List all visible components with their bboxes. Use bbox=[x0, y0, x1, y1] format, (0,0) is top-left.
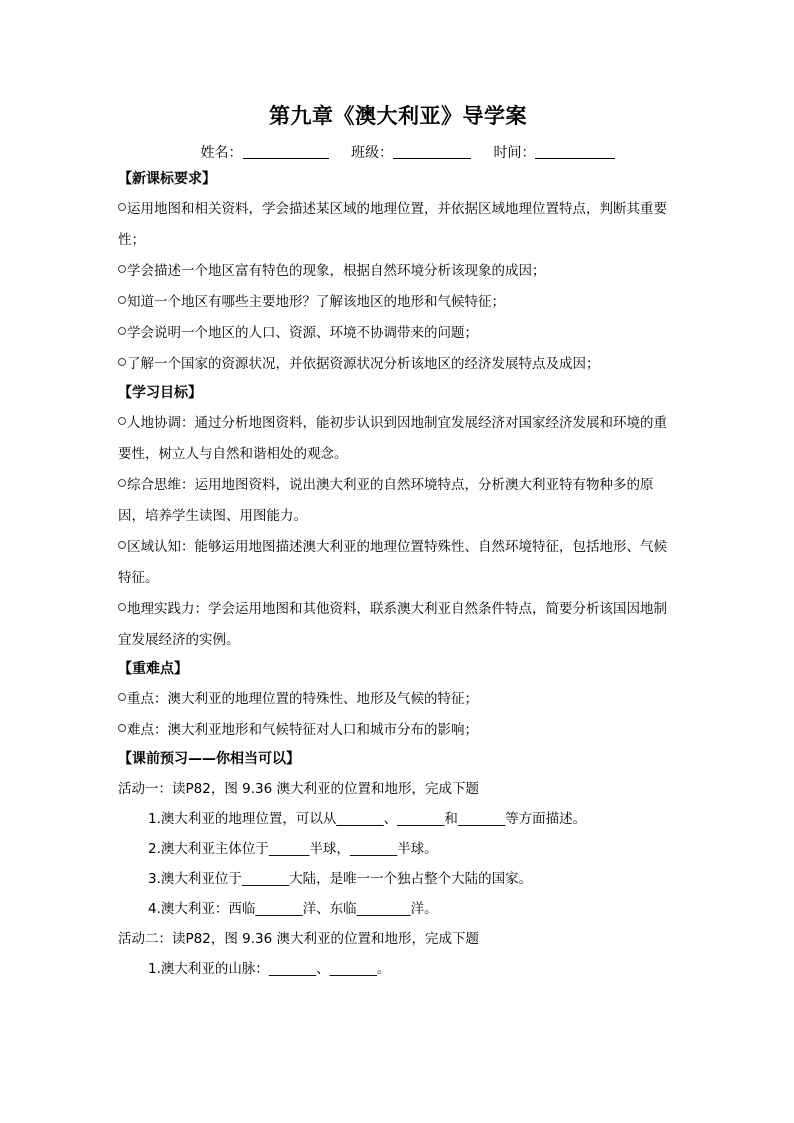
activity-one-question: 2.澳大利亚主体位于______半球，_______半球。 bbox=[148, 841, 438, 857]
activity-two-question: 1.澳大利亚的山脉：_______、_______。 bbox=[148, 961, 391, 977]
goal-item bbox=[118, 594, 678, 656]
name-blank[interactable] bbox=[243, 144, 329, 159]
bullet-icon bbox=[118, 693, 126, 701]
standard-item bbox=[118, 349, 678, 380]
bullet-icon bbox=[118, 603, 126, 611]
bullet-icon bbox=[118, 265, 126, 273]
class-label: 班级： bbox=[351, 145, 393, 161]
bullet-icon bbox=[118, 479, 126, 487]
key-point-text: 重点：澳大利亚的地理位置的特殊性、地形及气候的特征； bbox=[127, 691, 478, 707]
standard-item bbox=[118, 287, 678, 318]
key-point-item bbox=[118, 684, 678, 715]
document-page bbox=[118, 100, 678, 984]
class-blank[interactable] bbox=[393, 144, 471, 159]
bullet-icon bbox=[118, 203, 126, 211]
section-heading-preview: 【课前预习——你相当可以】 bbox=[118, 751, 300, 767]
time-blank[interactable] bbox=[535, 144, 615, 159]
standard-item-text: 运用地图和相关资料，学会描述某区域的地理位置，并依据区域地理位置特点，判断其重要性； bbox=[118, 201, 667, 248]
standard-item-text: 知道一个地区有哪些主要地形？了解该地区的地形和气候特征； bbox=[127, 294, 505, 310]
activity-two-title: 活动二：读P82，图 9.36 澳大利亚的位置和地形，完成下题 bbox=[118, 931, 479, 947]
standard-item bbox=[118, 194, 678, 256]
bullet-icon bbox=[118, 358, 126, 366]
standard-item bbox=[118, 318, 678, 349]
standard-item bbox=[118, 256, 678, 287]
goal-item-text: 地理实践力：学会运用地图和其他资料，联系澳大利亚自然条件特点，简要分析该国因地制宜发展经济的实例。 bbox=[118, 601, 667, 648]
goal-item bbox=[118, 470, 678, 532]
standard-item-text: 了解一个国家的资源状况，并依据资源状况分析该地区的经济发展特点及成因； bbox=[127, 356, 600, 372]
bullet-icon bbox=[118, 327, 126, 335]
activity-one-question: 1.澳大利亚的地理位置，可以从_______、_______和_______等方面描述。 bbox=[148, 811, 587, 827]
bullet-icon bbox=[118, 541, 126, 549]
goal-item bbox=[118, 408, 678, 470]
activity-one-title: 活动一：读P82，图 9.36 澳大利亚的位置和地形，完成下题 bbox=[118, 781, 479, 797]
goal-item-text: 综合思维：运用地图资料，说出澳大利亚的自然环境特点，分析澳大利亚特有物种多的原因，培养学生读图、用图能力。 bbox=[118, 477, 654, 524]
standard-item-text: 学会说明一个地区的人口、资源、环境不协调带来的问题； bbox=[127, 325, 478, 341]
key-point-item bbox=[118, 715, 678, 746]
goal-item-text: 人地协调：通过分析地图资料，能初步认识到因地制宜发展经济对国家经济发展和环境的重要性，树立人与自然和谐相处的观念。 bbox=[118, 415, 667, 462]
activity-one-question: 4.澳大利亚：西临_______洋、东临________洋。 bbox=[148, 901, 438, 917]
goal-item bbox=[118, 532, 678, 594]
activity-one-question: 3.澳大利亚位于_______大陆，是唯一一个独占整个大陆的国家。 bbox=[148, 871, 533, 887]
page-title: 第九章《澳大利亚》导学案 bbox=[269, 103, 527, 128]
bullet-icon bbox=[118, 724, 126, 732]
name-label: 姓名： bbox=[200, 145, 243, 161]
section-heading-goals: 【学习目标】 bbox=[118, 385, 202, 401]
key-point-text: 难点：澳大利亚地形和气候特征对人口和城市分布的影响； bbox=[127, 722, 478, 738]
bullet-icon bbox=[118, 417, 126, 425]
section-heading-key-points: 【重难点】 bbox=[118, 661, 188, 677]
standard-item-text: 学会描述一个地区富有特色的现象，根据自然环境分析该现象的成因； bbox=[127, 263, 546, 279]
bullet-icon bbox=[118, 296, 126, 304]
section-heading-standards: 【新课标要求】 bbox=[118, 171, 216, 187]
goal-item-text: 区域认知：能够运用地图描述澳大利亚的地理位置特殊性、自然环境特征，包括地形、气候特征。 bbox=[118, 539, 667, 586]
time-label: 时间： bbox=[493, 145, 536, 161]
student-info-line bbox=[118, 142, 678, 162]
